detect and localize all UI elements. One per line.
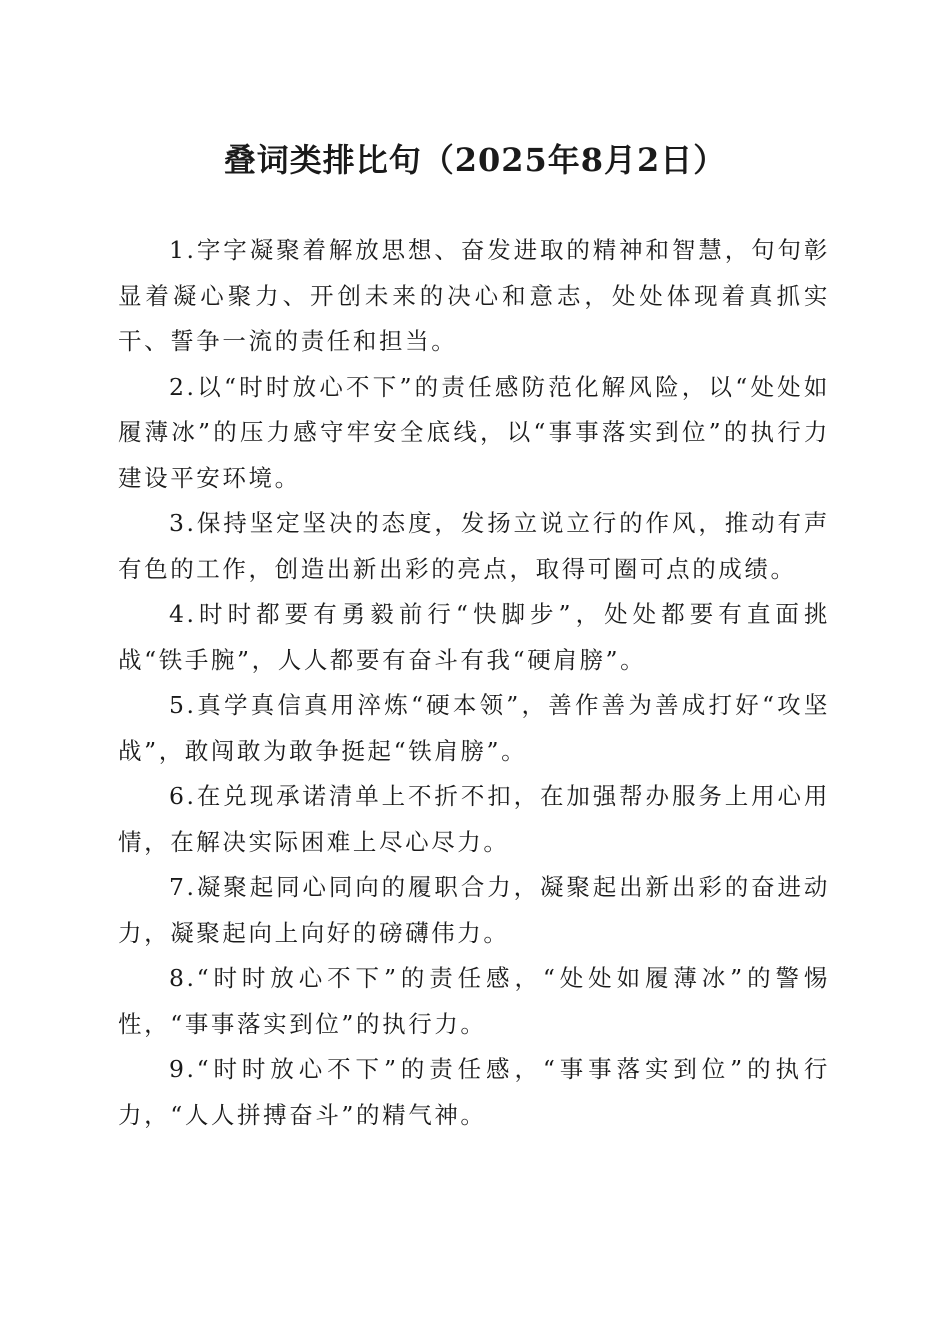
paragraph-8: 8.“时时放心不下”的责任感，“处处如履薄冰”的警惕性，“事事落实到位”的执行力。 (118, 964, 830, 1038)
document-body (118, 228, 830, 1138)
document-title: 叠词类排比句（2025年8月2日） (223, 141, 727, 179)
paragraph-2: 2.以“时时放心不下”的责任感防范化解风险，以“处处如履薄冰”的压力感守牢安全底线，以“事事落实到位”的执行力建设平安环境。 (118, 372, 830, 492)
paragraph-4: 4.时时都要有勇毅前行“快脚步”，处处都要有直面挑战“铁手腕”，人人都要有奋斗有我“硬肩膀”。 (118, 600, 830, 674)
paragraph-7: 7.凝聚起同心同向的履职合力，凝聚起出新出彩的奋进动力，凝聚起向上向好的磅礴伟力。 (118, 873, 830, 947)
paragraph-6: 6.在兑现承诺清单上不折不扣，在加强帮办服务上用心用情，在解决实际困难上尽心尽力。 (118, 782, 830, 856)
paragraph-5: 5.真学真信真用淬炼“硬本领”，善作善为善成打好“攻坚战”，敢闯敢为敢争挺起“铁肩膀”。 (118, 691, 830, 765)
paragraph-1: 1.字字凝聚着解放思想、奋发进取的精神和智慧，句句彰显着凝心聚力、开创未来的决心和意志，处处体现着真抓实干、誓争一流的责任和担当。 (118, 236, 830, 355)
paragraph-9: 9.“时时放心不下”的责任感，“事事落实到位”的执行力，“人人拼搏奋斗”的精气神。 (118, 1055, 830, 1129)
paragraph-3: 3.保持坚定坚决的态度，发扬立说立行的作风，推动有声有色的工作，创造出新出彩的亮点，取得可圈可点的成绩。 (118, 509, 830, 583)
